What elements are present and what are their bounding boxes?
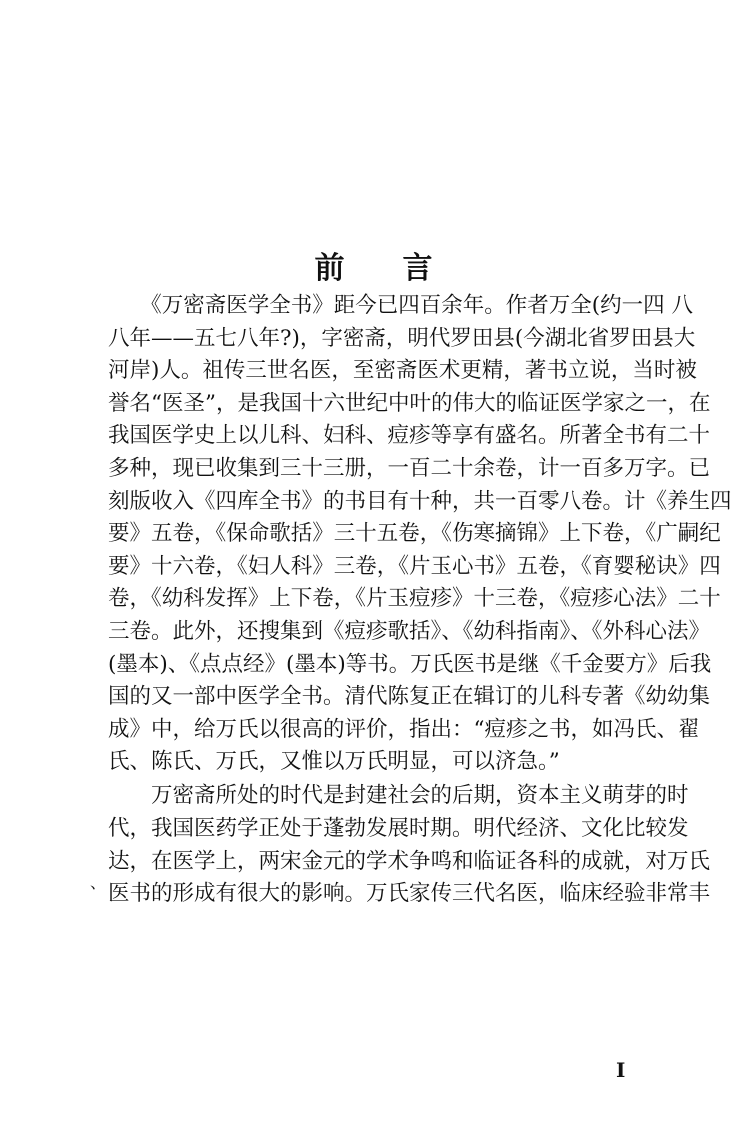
text-line: 三卷。此外，还搜集到《痘疹歌括》、《幼科指南》、《外科心法》 bbox=[108, 618, 711, 644]
text-line: 要》十六卷，《妇人科》三卷，《片玉心书》五卷，《育婴秘诀》四 bbox=[108, 553, 721, 579]
text-line: 誉名“医圣”，是我国十六世纪中叶的伟大的临证医学家之一，在 bbox=[108, 390, 711, 416]
body-text bbox=[108, 290, 732, 911]
text-line: 国的又一部中医学全书。清代陈复正在辑订的儿科专著《幼幼集 bbox=[108, 684, 711, 710]
text-line: 八年——五七八年?)，字密斋，明代罗田县(今湖北省罗田县大 bbox=[108, 325, 696, 351]
text-line: 要》五卷，《保命歌括》三十五卷，《伤寒摘锦》上下卷，《广嗣纪 bbox=[108, 521, 721, 547]
text-line: 氏、陈氏、万氏，又惟以万氏明显，可以济急。” bbox=[108, 749, 560, 775]
margin-mark: 、 bbox=[90, 873, 107, 892]
page-title: 前言 bbox=[314, 251, 491, 286]
text-line: 卷，《幼科发挥》上下卷，《片玉痘疹》十三卷，《痘疹心法》二十 bbox=[108, 586, 721, 612]
paragraph-1 bbox=[108, 290, 732, 779]
text-line: 《万密斋医学全书》距今已四百余年。作者万全(约一四 八 bbox=[108, 293, 693, 318]
text-line: 达，在医学上，两宋金元的学术争鸣和临证各科的成就，对万氏 bbox=[108, 848, 711, 874]
text-line: (墨本)、《点点经》(墨本)等书。万氏医书是继《千金要方》后我 bbox=[108, 651, 712, 677]
paragraph-2 bbox=[108, 780, 711, 910]
text-line: 河岸)人。祖传三世名医，至密斋医术更精，著书立说，当时被 bbox=[108, 358, 697, 384]
text-line: 医书的形成有很大的影响。万氏家传三代名医，临床经验非常丰 bbox=[108, 881, 711, 907]
page-number: I bbox=[616, 1058, 626, 1082]
text-line: 成》中，给万氏以很高的评价，指出：“痘疹之书，如冯氏、翟 bbox=[108, 716, 700, 742]
text-line: 代，我国医药学正处于蓬勃发展时期。明代经济、文化比较发 bbox=[108, 816, 689, 841]
text-line: 多种，现已收集到三十三册，一百二十余卷，计一百多万字。已 bbox=[108, 455, 711, 481]
text-line: 我国医学史上以儿科、妇科、痘疹等享有盛名。所著全书有二十 bbox=[108, 423, 711, 449]
text-line: 刻版收入《四库全书》的书目有十种，共一百零八卷。计《养生四 bbox=[108, 488, 732, 514]
text-line: 万密斋所处的时代是封建社会的后期，资本主义萌芽的时 bbox=[108, 783, 689, 809]
